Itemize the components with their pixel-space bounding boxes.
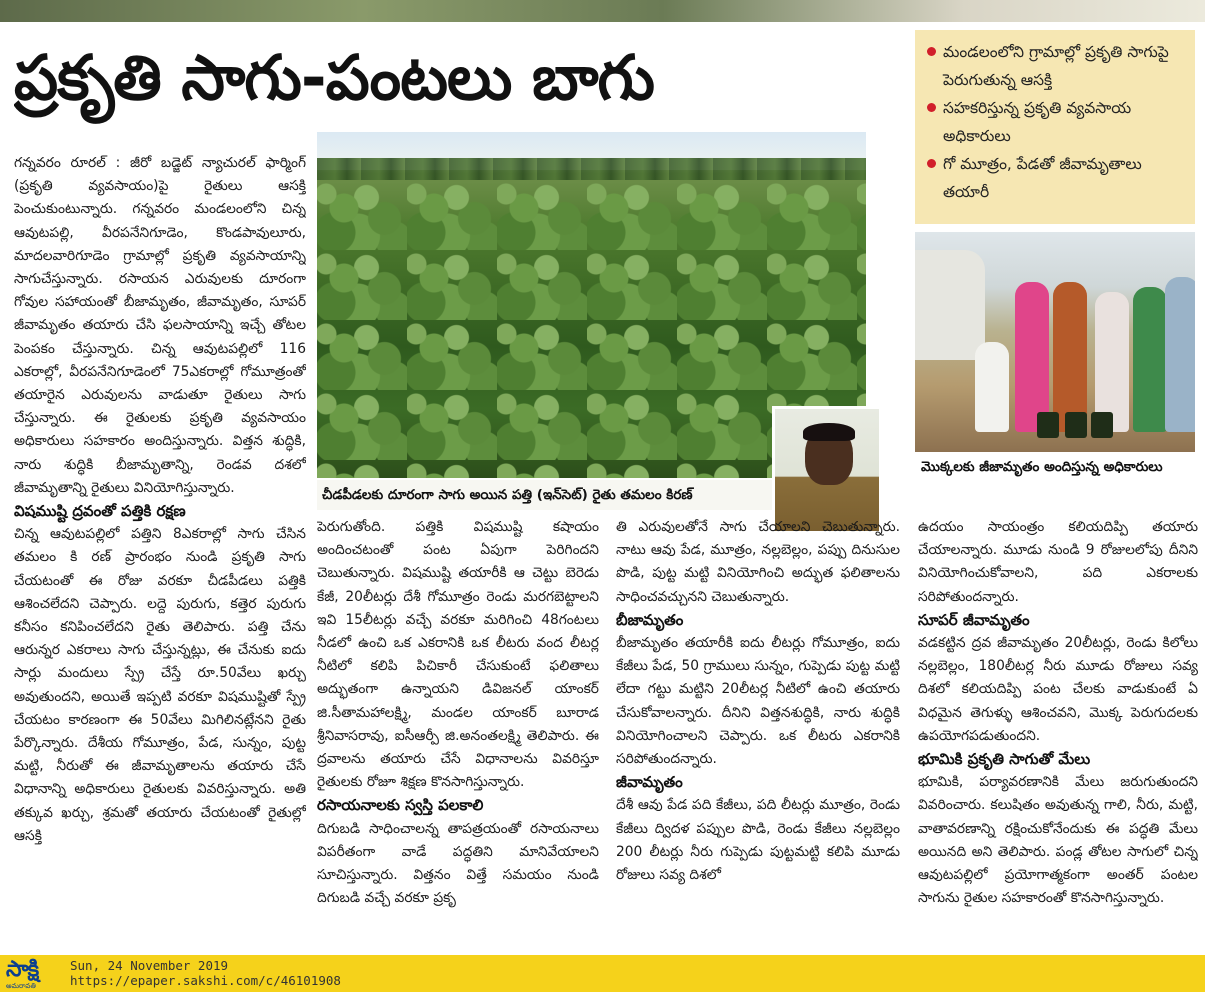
article-column-2 [317, 516, 599, 952]
paragraph: తి ఎరువులతోనే సాగు చేయాలని చెబుతున్నారు. నాటు ఆవు పేడ, మూత్రం, నల్లబెల్లం, పప్పు దినుసుల పొడి, పుట్ట మట్టి వినియోగించి అద్భుత ఫలితాలను సాధించవచ్చునని చెబుతున్నారు. [616, 519, 900, 605]
main-photo-caption: చీడపీడలకు దూరంగా సాగు అయిన పత్తి (ఇన్‌సెట్) రైతు తమలం కిరణ్ [317, 480, 772, 510]
publish-date: Sun, 24 November 2019 [70, 958, 229, 973]
subheading: విషముష్టి ద్రవంతో పత్తికి రక్షణ [14, 502, 186, 521]
subheading: జీవామృతం [616, 773, 683, 792]
highlight-text: మండలంలోని గ్రామాల్లో ప్రకృతి సాగుపై పెరుగుతున్న ఆసక్తి [943, 43, 1169, 89]
logo-mark: సాక్షి [6, 957, 39, 982]
subheading: రసాయనాలకు స్వస్తి పలకాలి [317, 796, 484, 815]
highlight-item [927, 150, 1185, 206]
highlight-item [927, 38, 1185, 94]
bullet-icon [927, 159, 936, 168]
highlight-text: గో మూత్రం, పేడతో జీవామృతాలు తయారీ [943, 155, 1142, 201]
paragraph: గన్నవరం రూరల్ : జీరో బడ్జెట్ న్యాచురల్ ఫార్మింగ్ (ప్రకృతి వ్యవసాయం)పై రైతులు ఆసక్తి పెంచుకుంటున్నారు. గన్నవరం మండలంలోని చిన్న ఆవుటపల్లి, వీరపనేనిగూడెం, కొండపావులూరు, మాదలవారిగూడెం గ్రామాల్లో ప్రకృతి వ్యవసాయాన్ని సాగుచేస్తున్నారు. రసాయన ఎరువులకు దూరంగా గోవుల సహాయంతో బీజామృతం, జీవామృతం, సూపర్ జీవామృతం తయారు చేసి ఫలసాయాన్ని ఇచ్చే తోటల పెంపకం చేస్తున్నారు. చిన్న ఆవుటపల్లిలో 116 ఎకరాల్లో, వీరపనేనిగూడెంలో 75ఎకరాల్లో గోమూత్రంతో తయారైన ఎరువులను వాడుతూ రైతులు సాగు చేస్తున్నారు. ఈ రైతులకు ప్రకృతి వ్యవసాయం అధికారులు సహకారం అందిస్తున్నారు. విత్తన శుద్ధికి, నారు శుద్ధికి బీజామృతాన్ని, రెండవ దశలో జీవామృతాన్ని రైతులు వినియోగిస్తున్నారు. [14, 155, 306, 496]
footer-meta [70, 958, 341, 988]
footer-bar [0, 955, 1205, 992]
paragraph: బీజామృతం తయారీకి ఐదు లీటర్లు గోమూత్రం, ఐదు కేజీలు పేడ, 50 గ్రాములు సున్నం, గుప్పెడు పుట్ట మట్టి లేదా గట్టు మట్టిని 20లీటర్ల నీటిలో ఉంచి తయారు చేసుకోవాలన్నారు. దీనిని విత్తనశుద్ధికి, నారు శుద్ధికి వినియోగించాలని చెప్పారు. ఒక లీటరు ఎకరానికి సరిపోతుందన్నారు. [616, 635, 900, 768]
paragraph: దిగుబడి సాధించాలన్న తాపత్రయంతో రసాయనాలు విపరీతంగా వాడే పద్ధతిని మానివేయాలని సూచిస్తున్నారు. విత్తనం విత్తే సమయం నుండి దిగుబడి వచ్చే వరకూ ప్రకృ [317, 820, 599, 907]
paragraph: దేశీ ఆవు పేడ పది కేజీలు, పది లీటర్లు మూత్రం, రెండు కేజీలు ద్విదళ పప్పుల పొడి, రెండు కేజీలు నల్లబెల్లం 200 లీటర్లు నీరు గుప్పెడు పుట్టమట్టి కలిపి మూడు రోజులు సవ్య దిశలో [616, 797, 900, 884]
sakshi-logo [6, 958, 62, 990]
article-column-4 [918, 516, 1198, 952]
paragraph: వడకట్టిన ద్రవ జీవామృతం 20లీటర్లు, రెండు కిలోలు నల్లబెల్లం, 180లీటర్ల నీరు మూడు రోజులు సవ్య దిశలో కలియదిప్పి పంట చేలకు వాడుకుంటే ఏ విధమైన తెగుళ్ళు ఆశించవని, మొక్క పెరుగుదలకు ఉపయోగపడుతుందని. [918, 635, 1198, 744]
subheading: భూమికి ప్రకృతి సాగుతో మేలు [918, 750, 1091, 769]
paragraph: చిన్న ఆవుటపల్లిలో పత్తిని 8ఎకరాల్లో సాగు చేసిన తమలం కి రణ్ ప్రారంభం నుండి ప్రకృతి సాగు చేయటంతో ఈ రోజు వరకూ చీడపీడలు పత్తికి ఆశించలేదని చెప్పారు. లద్దె పురుగు, కత్తెర పురుగు కనీసం కనిపించలేదని రైతు తెలిపారు. పత్తి చేను ఆరున్నర ఎకరాలు సాగు చేస్తున్నట్లు, ఈ చేనుకు ఐదు సార్లు మందులు స్ప్రే చేస్తే రూ.50వేలు ఖర్చు అవుతుందని, అయితే ఇప్పటి వరకూ విషముష్టితో స్ప్రే చేయటం కారణంగా ఈ 50వేలు మిగిలినట్లేనని రైతు పేర్కొన్నారు. దేశీయ గోమూత్రం, పేడ, సున్నం, పుట్ట మట్టి, నీరుతో ఈ జీవామృతాలను తయారు చేసే విధానాన్ని అధికారులు రైతులకు వివరిస్తున్నారు. అతి తక్కువ ఖర్చు, శ్రమతో తయారు చేయటంతో రైతుల్లో ఆసక్తి [14, 526, 306, 844]
farmer-inset-photo [772, 406, 882, 534]
subheading: బీజామృతం [616, 610, 684, 629]
highlight-text: సహకరిస్తున్న ప్రకృతి వ్యవసాయ అధికారులు [943, 99, 1132, 145]
bullet-icon [927, 103, 936, 112]
subheading: సూపర్ జీవామృతం [918, 610, 1030, 629]
logo-sub: అమరావతి [6, 982, 36, 990]
paragraph: భూమికి, పర్యావరణానికి మేలు జరుగుతుందని వివరించారు. కలుషితం అవుతున్న గాలి, నీరు, మట్టి, వాతావరణాన్ని రక్షించుకోనేందుకు ఈ పద్ధతి మేలు అయినది అని తెలిపారు. పండ్ల తోటల సాగులో చిన్న ఆవుటపల్లిలో ప్రయోగాత్మకంగా అంతర్ పంటల సాగును రైతుల సహకారంతో కొనసాగిస్తున్నారు. [918, 774, 1198, 907]
top-photo-strip [0, 0, 1205, 22]
paragraph: ఉదయం సాయంత్రం కలియదిప్పి తయారు చేయాలన్నారు. మూడు నుండి 9 రోజులలోపు దీనిని వినియోగించుకోవాలని, పది ఎకరాలకు సరిపోతుందన్నారు. [918, 519, 1198, 605]
article-column-1 [14, 152, 306, 952]
right-photo-caption: మొక్కలకు జీజామృతం అందిస్తున్న అధికారులు [921, 459, 1163, 475]
highlights-box [915, 30, 1195, 224]
officials-photo [915, 232, 1195, 452]
paragraph: పెరుగుతోంది. పత్తికి విషముష్టి కషాయం అందించటంతో పంట ఏపుగా పెరిగిందని చెబుతున్నారు. విషముష్టి తయారీకి ఆ చెట్టు బెరెడు కేజీ, 20లీటర్లు దేశీ గోమూత్రం రెండు మరగబెట్టాలని ఇవి 15లీటర్లు వచ్చే వరకూ మరిగించి 48గంటలు నీడలో ఉంచి ఒక ఎకరానికి ఒక లీటరు వంద లీటర్ల నీటిలో కలిపి పిచికారీ చేసుకుంటే ఫలితాలు అద్భుతంగా ఉన్నాయని డివిజనల్ యాంకర్ జి.సీతామహాలక్ష్మి, మండల యాంకర్ బూరాడ శ్రీనివాసరావు, ఐసీఆర్పీ జి.అనంతలక్ష్మి తెలిపారు. ఈ ద్రవాలను తయారు చేసే విధానాలను వివరిస్తూ రైతులకు రోజూ శిక్షణ కొనసాగిస్తున్నారు. [317, 519, 599, 791]
source-url[interactable]: https://epaper.sakshi.com/c/46101908 [70, 973, 341, 988]
highlight-item [927, 94, 1185, 150]
headline: ప్రకృతి సాగు-పంటలు బాగు [14, 41, 655, 114]
bullet-icon [927, 47, 936, 56]
article-column-3 [616, 516, 900, 952]
